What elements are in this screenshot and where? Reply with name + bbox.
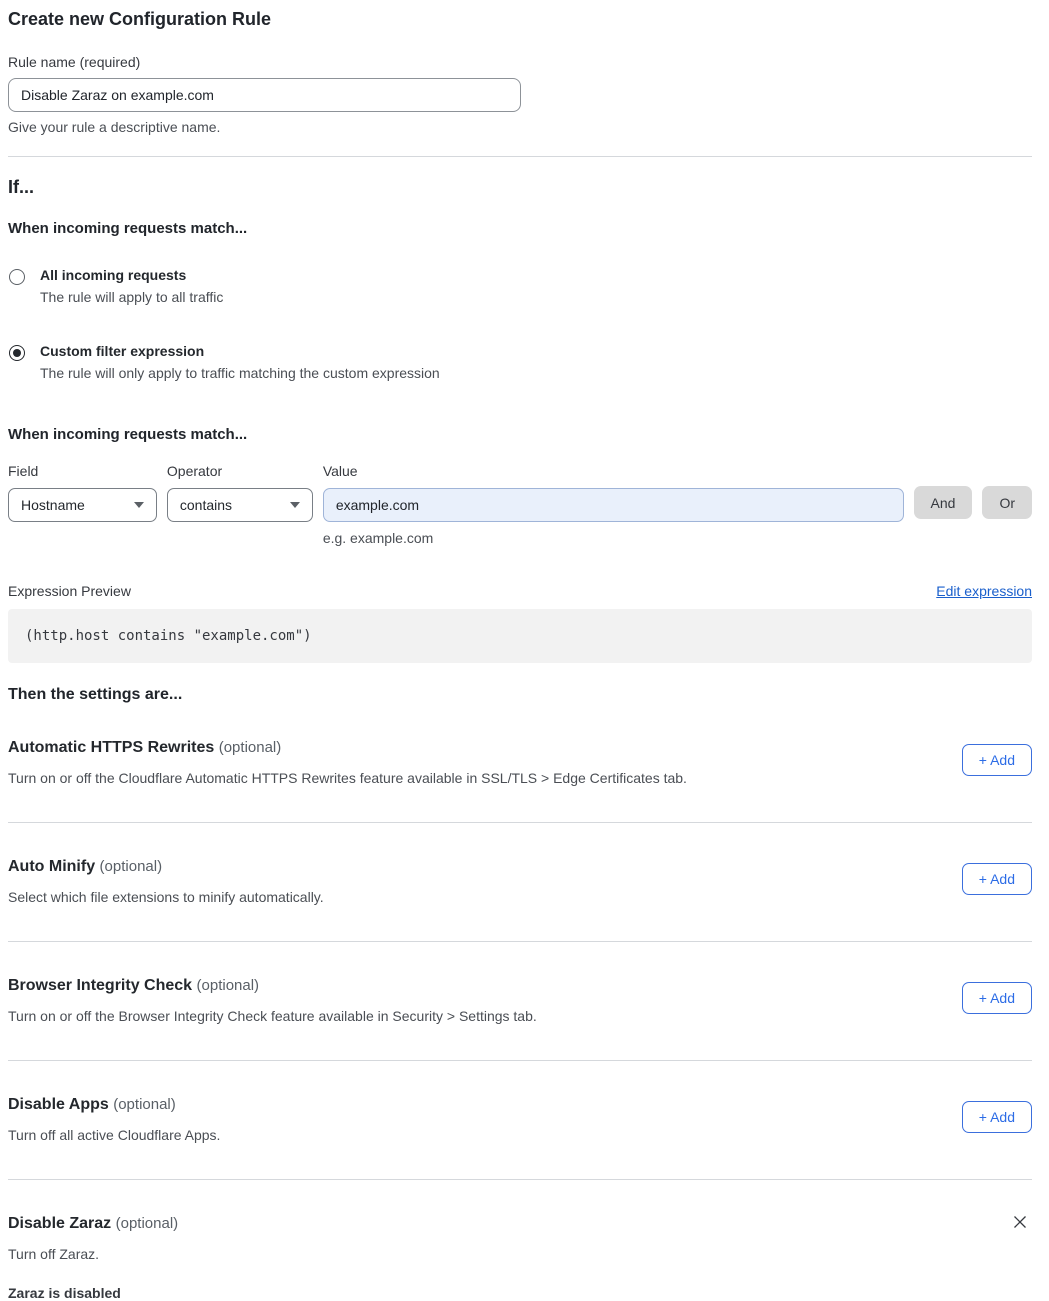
settings-heading: Then the settings are... xyxy=(8,686,183,703)
rule-name-help: Give your rule a descriptive name. xyxy=(8,119,221,135)
setting-title-line xyxy=(8,976,1032,995)
radio-description: The rule will only apply to traffic matching the custom expression xyxy=(40,365,440,381)
zaraz-status: Zaraz is disabled xyxy=(8,1285,121,1301)
radio-unselected-icon[interactable] xyxy=(9,269,25,285)
radio-dot xyxy=(13,349,21,357)
optional-label: (optional) xyxy=(113,1096,176,1113)
setting-description: Turn off Zaraz. xyxy=(8,1246,100,1262)
setting-description: Turn off all active Cloudflare Apps. xyxy=(8,1127,221,1143)
operator-select[interactable] xyxy=(167,488,313,522)
setting-description: Turn on or off the Cloudflare Automatic HTTPS Rewrites feature available in SSL/TLS > Edge Certificates tab. xyxy=(8,770,687,786)
divider xyxy=(8,1179,1032,1180)
close-icon xyxy=(1012,1214,1028,1230)
field-select[interactable] xyxy=(8,488,157,522)
setting-title-line xyxy=(8,1095,1032,1114)
setting-title: Disable Apps xyxy=(8,1096,109,1113)
divider xyxy=(8,156,1032,157)
setting-browser-integrity-check xyxy=(8,976,1032,1025)
radio-option-custom-filter[interactable] xyxy=(8,343,1032,382)
setting-title-line xyxy=(8,1214,1032,1233)
and-or-buttons xyxy=(914,463,1032,546)
if-heading: If... xyxy=(8,177,34,197)
optional-label: (optional) xyxy=(99,858,163,875)
field-label: Field xyxy=(8,463,39,479)
filter-match-heading: When incoming requests match... xyxy=(8,426,248,443)
setting-title: Auto Minify xyxy=(8,858,96,875)
add-button[interactable]: + Add xyxy=(962,863,1032,895)
field-select-value: Hostname xyxy=(21,497,85,513)
setting-description: Turn on or off the Browser Integrity Check feature available in Security > Settings tab. xyxy=(8,1008,537,1024)
radio-texts xyxy=(40,267,223,306)
value-label: Value xyxy=(322,463,358,479)
radio-texts xyxy=(40,343,440,382)
optional-label: (optional) xyxy=(115,1215,179,1232)
setting-title: Browser Integrity Check xyxy=(8,977,193,994)
and-button[interactable]: And xyxy=(914,486,973,519)
optional-label: (optional) xyxy=(218,739,282,756)
filter-builder-row xyxy=(8,463,1032,546)
close-button[interactable] xyxy=(1008,1210,1032,1234)
divider xyxy=(8,822,1032,823)
setting-disable-zaraz xyxy=(8,1214,1032,1301)
or-button[interactable]: Or xyxy=(982,486,1032,519)
radio-selected-icon[interactable] xyxy=(9,345,25,361)
field-column xyxy=(8,463,157,546)
setting-title: Disable Zaraz xyxy=(8,1215,112,1232)
rule-name-group xyxy=(8,54,1032,135)
add-button[interactable]: + Add xyxy=(962,982,1032,1014)
add-button[interactable]: + Add xyxy=(962,1101,1032,1133)
setting-title-line xyxy=(8,738,1032,757)
operator-select-value: contains xyxy=(179,497,233,513)
value-column xyxy=(323,463,904,546)
expression-preview-header xyxy=(8,583,1032,599)
setting-disable-apps xyxy=(8,1095,1032,1144)
setting-title: Automatic HTTPS Rewrites xyxy=(8,739,215,756)
radio-option-all-incoming[interactable] xyxy=(8,267,1032,306)
setting-auto-minify xyxy=(8,857,1032,906)
radio-label: All incoming requests xyxy=(40,267,187,283)
rule-name-input[interactable] xyxy=(8,78,521,112)
value-input[interactable] xyxy=(323,488,904,522)
setting-automatic-https-rewrites xyxy=(8,738,1032,787)
chevron-down-icon xyxy=(290,502,300,508)
page-title: Create new Configuration Rule xyxy=(8,9,272,29)
divider xyxy=(8,1060,1032,1061)
divider xyxy=(8,941,1032,942)
chevron-down-icon xyxy=(134,502,144,508)
expression-code: (http.host contains "example.com") xyxy=(25,628,312,644)
setting-description: Select which file extensions to minify automatically. xyxy=(8,889,324,905)
add-button[interactable]: + Add xyxy=(962,744,1032,776)
radio-description: The rule will apply to all traffic xyxy=(40,289,224,305)
edit-expression-link[interactable]: Edit expression xyxy=(936,583,1032,599)
match-heading: When incoming requests match... xyxy=(8,220,248,237)
radio-label: Custom filter expression xyxy=(40,343,205,359)
operator-label: Operator xyxy=(166,463,223,479)
expression-preview-box xyxy=(8,609,1032,663)
optional-label: (optional) xyxy=(196,977,260,994)
expression-preview-label: Expression Preview xyxy=(8,583,131,599)
value-hint: e.g. example.com xyxy=(322,530,434,546)
setting-title-line xyxy=(8,857,1032,876)
rule-name-label: Rule name (required) xyxy=(8,54,141,70)
operator-column xyxy=(167,463,313,546)
